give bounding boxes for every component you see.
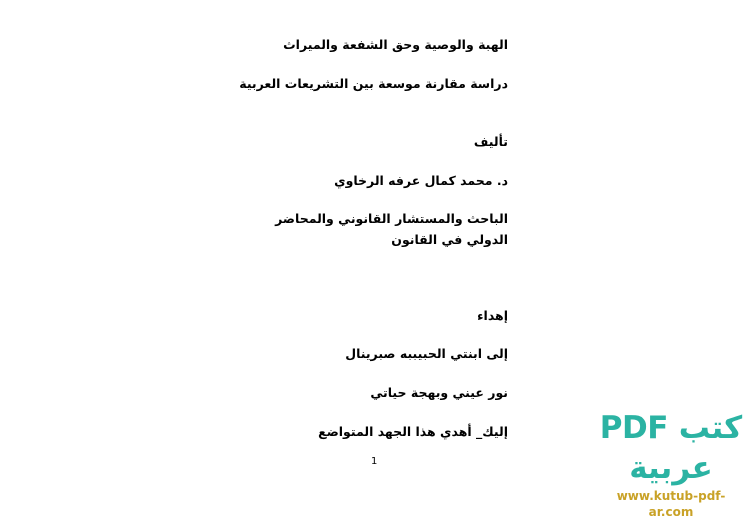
dedication-line: نور عيني وبهجة حياتي [370,385,508,400]
page-number: 1 [371,456,378,467]
dedication-label: إهداء [477,308,508,323]
author-description: الباحث والمستشار القانوني والمحاضر الدولي في القانون [275,211,508,247]
book-subtitle: دراسة مقارنة موسعة بين التشريعات العربية [239,76,508,91]
book-title: الهبة والوصية وحق الشفعة والميراث [283,37,508,52]
site-watermark [596,408,746,520]
dedication-line: إليك_ أهدي هذا الجهد المتواضع [318,424,508,439]
dedication-line: إلى ابنتي الحبيببه صبرينال [345,346,508,361]
watermark-logo: كتب PDF عربية [599,410,743,486]
authorship-label: تأليف [473,134,508,149]
author-name: د. محمد كمال عرفه الرخاوي [334,173,508,188]
watermark-url: www.kutub-pdf-ar.com [616,489,726,519]
